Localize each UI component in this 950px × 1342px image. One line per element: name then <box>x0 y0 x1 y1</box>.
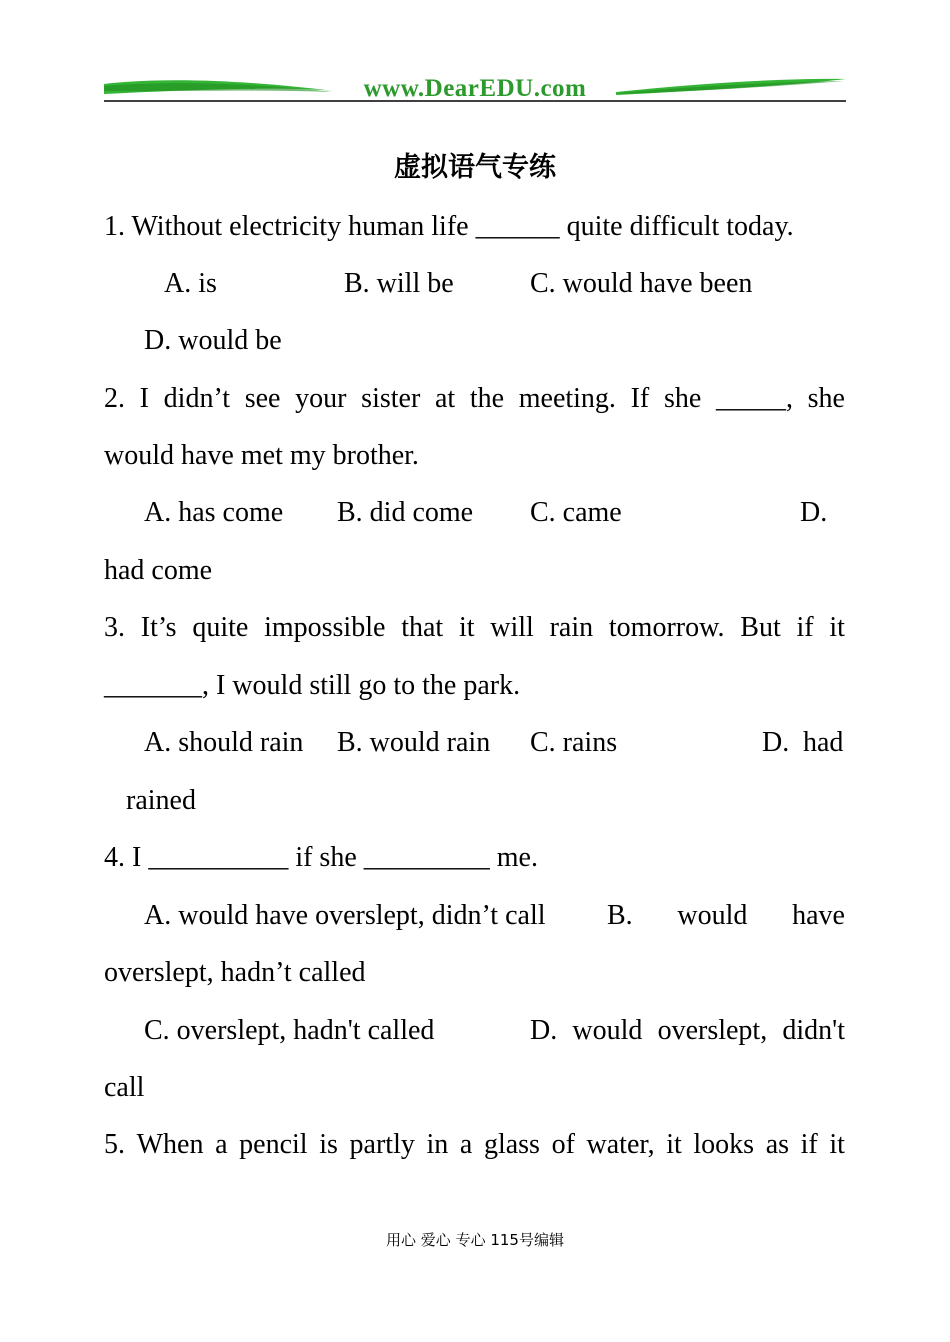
word: If <box>630 383 650 414</box>
word: in <box>426 1129 449 1160</box>
question-3-option-d-text: rained <box>126 785 196 816</box>
header-banner <box>104 74 846 104</box>
word: it <box>829 612 845 643</box>
word: 2. <box>104 383 125 414</box>
word: she <box>807 383 845 414</box>
word: water, <box>586 1129 655 1160</box>
question-2-option-d-text: had come <box>104 555 213 586</box>
word: glass <box>483 1129 540 1160</box>
question-2-stem-line-2: would have met my brother. <box>104 440 419 471</box>
question-1-option-a: A. is <box>164 268 217 299</box>
question-3-option-d: D. <box>762 727 790 758</box>
question-3-option-c: C. rains <box>530 727 618 758</box>
word: impossible <box>264 612 386 643</box>
question-4-option-a: A. would have overslept, didn’t call <box>144 900 546 931</box>
word: tomorrow. <box>608 612 725 643</box>
question-2-option-b: B. did come <box>337 497 474 528</box>
question-4-option-c: C. overslept, hadn't called <box>144 1015 435 1046</box>
word: partly <box>349 1129 415 1160</box>
word: would <box>572 1015 643 1046</box>
question-2-option-d: D. <box>800 497 828 528</box>
word: rain <box>549 612 594 643</box>
word: if <box>796 612 814 643</box>
word: sister <box>361 383 421 414</box>
word: it <box>666 1129 682 1160</box>
word: It’s <box>140 612 177 643</box>
word: quite <box>192 612 249 643</box>
word: that <box>401 612 444 643</box>
word: it <box>829 1129 845 1160</box>
word: at <box>434 383 456 414</box>
word: meeting. <box>518 383 616 414</box>
question-1-option-d: D. would be <box>144 325 282 356</box>
word: didn’t <box>163 383 231 414</box>
question-4-stem: 4. I __________ if she _________ me. <box>104 842 538 873</box>
page-title: 虚拟语气专练 <box>394 152 556 183</box>
word: have <box>792 900 845 931</box>
question-2-option-a: A. has come <box>144 497 284 528</box>
word: see <box>244 383 281 414</box>
question-4-option-d <box>530 1011 845 1051</box>
word: 5. <box>104 1129 125 1160</box>
question-1-option-c: C. would have been <box>530 268 753 299</box>
question-3-option-d-word: had <box>803 727 844 758</box>
word: it <box>458 612 475 643</box>
question-1-stem: 1. Without electricity human life ______ quite difficult today. <box>104 211 794 242</box>
word: 3. <box>104 612 125 643</box>
question-1-option-b: B. will be <box>344 268 454 299</box>
word: When <box>136 1129 204 1160</box>
question-3-option-b: B. would rain <box>337 727 491 758</box>
word: of <box>551 1129 575 1160</box>
word: B. <box>607 900 633 931</box>
word: pencil <box>239 1129 308 1160</box>
site-url: www.DearEDU.com <box>363 75 587 102</box>
word: But <box>740 612 781 643</box>
page-footer: 用心 爱心 专心 115号编辑 <box>386 1231 564 1249</box>
word: didn't <box>782 1015 845 1046</box>
word: looks <box>693 1129 755 1160</box>
question-4-option-d-text: call <box>104 1072 145 1103</box>
question-3-option-a: A. should rain <box>144 727 304 758</box>
question-5-stem-line-1 <box>104 1125 845 1165</box>
word: your <box>295 383 347 414</box>
word: D. <box>530 1015 558 1046</box>
word: as <box>765 1129 790 1160</box>
question-2-option-c: C. came <box>530 497 622 528</box>
word: a <box>215 1129 228 1160</box>
word: the <box>469 383 505 414</box>
question-3-stem-line-1 <box>104 608 845 648</box>
word: will <box>490 612 534 643</box>
word: _____, <box>715 383 793 414</box>
question-2-stem-line-1 <box>104 379 845 419</box>
question-4-option-b-text: overslept, hadn’t called <box>104 957 366 988</box>
word: overslept, <box>657 1015 768 1046</box>
word: she <box>663 383 702 414</box>
word: a <box>459 1129 473 1160</box>
word: is <box>319 1129 338 1160</box>
word: I <box>139 383 149 414</box>
question-3-stem-line-2: _______, I would still go to the park. <box>104 670 521 701</box>
word: would <box>677 900 748 931</box>
word: if <box>800 1129 818 1160</box>
question-4-option-b <box>607 896 845 936</box>
